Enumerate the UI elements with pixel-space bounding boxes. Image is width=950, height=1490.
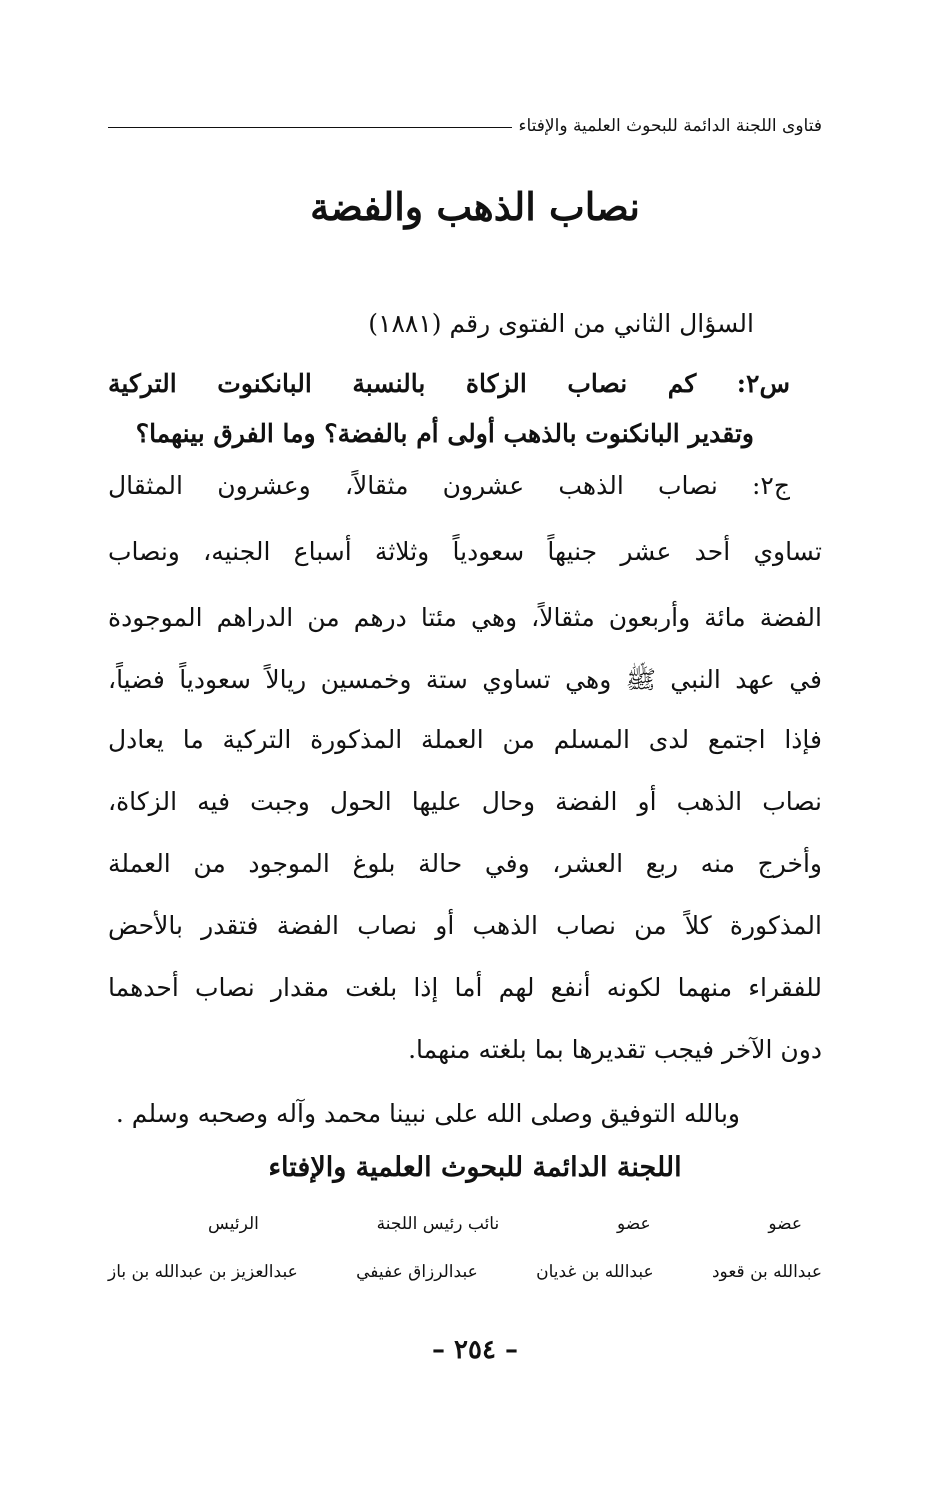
question-line: وتقدير البانكنوت بالذهب أولى أم بالفضة؟ وما الفرق بينهما؟ — [135, 419, 754, 448]
header-rule — [108, 127, 512, 128]
running-header-title: فتاوى اللجنة الدائمة للبحوث العلمية والإفتاء — [518, 116, 822, 136]
signatory-name: عبدالعزيز بن عبدالله بن باز — [108, 1262, 298, 1282]
signatory-names — [108, 1262, 822, 1282]
answer-line: المذكورة كلاً من نصاب الذهب أو نصاب الفضة فتقدر بالأحض — [108, 911, 822, 940]
signatory-name: عبدالله بن غديان — [536, 1262, 654, 1282]
signatory-role: عضو — [768, 1214, 802, 1234]
question-reference: السؤال الثاني من الفتوى رقم (١٨٨١) — [368, 309, 754, 338]
signatory-role: نائب رئيس اللجنة — [376, 1214, 500, 1234]
page-title: نصاب الذهب والفضة — [310, 184, 640, 229]
answer-line: الفضة مائة وأربعون مثقالاً، وهي مئتا درهم من الدراهم الموجودة — [108, 603, 822, 632]
running-header — [108, 116, 822, 136]
answer-line: للفقراء منهما لكونه أنفع لهم أما إذا بلغت مقدار نصاب أحدهما — [108, 973, 822, 1002]
signatory-role: عضو — [616, 1214, 651, 1234]
signatory-role: الرئيس — [208, 1214, 259, 1234]
answer-line: تساوي أحد عشر جنيهاً سعودياً وثلاثة أسباع الجنيه، ونصاب — [108, 537, 822, 566]
answer-line: وأخرج منه ربع العشر، وفي حالة بلوغ الموجود من العملة — [108, 849, 822, 878]
answer-line: فإذا اجتمع لدى المسلم من العملة المذكورة التركية ما يعادل — [108, 725, 822, 754]
signatory-name: عبدالرزاق عفيفي — [356, 1262, 478, 1282]
closing-line: وبالله التوفيق وصلى الله على نبينا محمد وآله وصحبه وسلم . — [115, 1099, 740, 1128]
question-line: س٢: كم نصاب الزكاة بالنسبة البانكنوت التركية — [108, 369, 790, 398]
signatory-roles — [108, 1214, 822, 1234]
committee-heading: اللجنة الدائمة للبحوث العلمية والإفتاء — [268, 1152, 682, 1183]
answer-line: في عهد النبي ﷺ وهي تساوي ستة وخمسين ريالاً سعودياً فضياً، — [108, 665, 822, 694]
answer-line: نصاب الذهب أو الفضة وحال عليها الحول وجبت فيه الزكاة، — [108, 787, 822, 816]
page-number: – ٢٥٤ – — [431, 1335, 519, 1365]
answer-line: دون الآخر فيجب تقديرها بما بلغته منهما. — [408, 1035, 822, 1064]
signatory-name: عبدالله بن قعود — [711, 1262, 822, 1282]
answer-line: ج٢: نصاب الذهب عشرون مثقالاً، وعشرون المثقال — [108, 471, 790, 500]
